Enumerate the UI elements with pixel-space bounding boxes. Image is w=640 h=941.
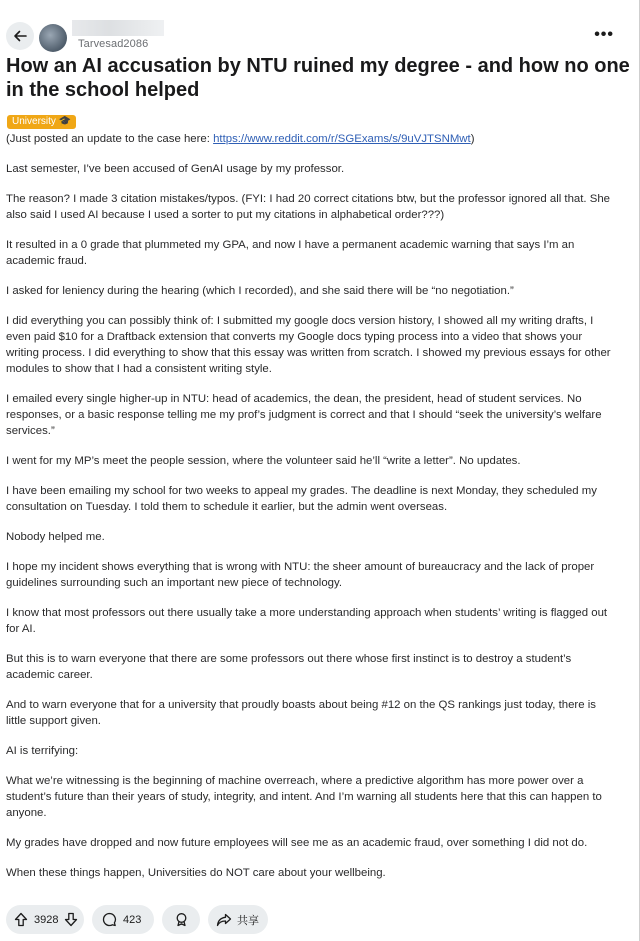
post-title: How an AI accusation by NTU ruined my degree - and how no one in the school helped bbox=[6, 55, 630, 101]
post-body bbox=[6, 131, 612, 895]
update-link[interactable]: https://www.reddit.com/r/SGExams/s/9uVJTSNMwt bbox=[213, 133, 471, 145]
back-button[interactable] bbox=[6, 22, 34, 50]
paragraph: It resulted in a 0 grade that plummeted my GPA, and now I have a permanent academic warning that says I’m an academic fraud. bbox=[6, 239, 575, 267]
username[interactable]: Tarvesad2086 bbox=[78, 38, 149, 50]
award-button[interactable] bbox=[162, 905, 200, 934]
redacted-subreddit bbox=[72, 20, 164, 36]
share-button[interactable] bbox=[208, 905, 268, 934]
more-options-icon[interactable]: ••• bbox=[594, 26, 614, 43]
paragraph: I hope my incident shows everything that is wrong with NTU: the sheer amount of bureaucracy and the lack of proper guidelines surrounding such an important new piece of technology. bbox=[6, 561, 595, 589]
paragraph: AI is terrifying: bbox=[6, 745, 79, 757]
paragraph: I emailed every single higher-up in NTU: head of academics, the dean, the president, head of student services. No responses, or a basic response telling me my prof’s judgment is correct and that I should “seek the university’s welfare services.” bbox=[6, 393, 602, 437]
paragraph: I have been emailing my school for two weeks to appeal my grades. The deadline is next Monday, they scheduled my consultation on Tuesday. I told them to schedule it earlier, but the admin went overseas. bbox=[6, 485, 597, 513]
paragraph: I know that most professors out there usually take a more understanding approach when students’ writing is flagged out for AI. bbox=[6, 607, 608, 635]
paragraph: I went for my MP’s meet the people session, where the volunteer said he’ll “write a letter”. No updates. bbox=[6, 455, 521, 467]
vote-count: 3928 bbox=[34, 913, 59, 926]
paragraph: My grades have dropped and now future employees will see me as an academic fraud, over something I did not do. bbox=[6, 837, 588, 849]
paragraph: When these things happen, Universities do NOT care about your wellbeing. bbox=[6, 867, 386, 879]
paragraph: The reason? I made 3 citation mistakes/typos. (FYI: I had 20 correct citations btw, but the professor ignored all that. She also said I used AI because I used a sorter to put my citations in alphabetical order???) bbox=[6, 193, 611, 221]
paragraph: I asked for leniency during the hearing (which I recorded), and she said there will be “no negotiation.” bbox=[6, 285, 514, 297]
post-header bbox=[6, 20, 640, 54]
comment-count: 423 bbox=[123, 913, 142, 926]
avatar[interactable] bbox=[39, 24, 67, 52]
update-note bbox=[6, 131, 612, 147]
downvote-icon[interactable] bbox=[64, 912, 78, 927]
vote-control bbox=[6, 905, 84, 934]
paragraph: And to warn everyone that for a university that proudly boasts about being #12 on the QS rankings just today, there is little support given. bbox=[6, 699, 596, 727]
share-icon bbox=[216, 913, 232, 927]
share-label: 共享 bbox=[237, 914, 259, 927]
back-arrow-icon bbox=[13, 29, 27, 43]
award-icon bbox=[174, 912, 189, 927]
paragraph: What we’re witnessing is the beginning of machine overreach, where a predictive algorithm has more power over a student’s future than their years of study, integrity, and intent. And I’m warning all students here that this can happen to anyone. bbox=[6, 775, 602, 819]
paragraph: I did everything you can possibly think of: I submitted my google docs version history, I showed all my writing drafts, I even paid $10 for a Draftback extension that converts my Google docs typing process into a video that shows your writing process. I did everything to show that this essay was written from scratch. I showed my previous essays for other modules to show that I had a consistent writing style. bbox=[6, 315, 611, 375]
update-prefix: (Just posted an update to the case here: bbox=[6, 133, 214, 145]
paragraph: Nobody helped me. bbox=[6, 531, 105, 543]
paragraph: But this is to warn everyone that there are some professors out there whose first instinct is to destroy a student’s academic career. bbox=[6, 653, 572, 681]
update-suffix: ) bbox=[470, 133, 475, 145]
post-flair[interactable]: University 🎓 bbox=[7, 115, 76, 129]
upvote-icon[interactable] bbox=[14, 912, 28, 927]
paragraph: Last semester, I’ve been accused of GenAI usage by my professor. bbox=[6, 163, 345, 175]
comment-icon bbox=[102, 912, 117, 927]
comments-button[interactable] bbox=[92, 905, 154, 934]
